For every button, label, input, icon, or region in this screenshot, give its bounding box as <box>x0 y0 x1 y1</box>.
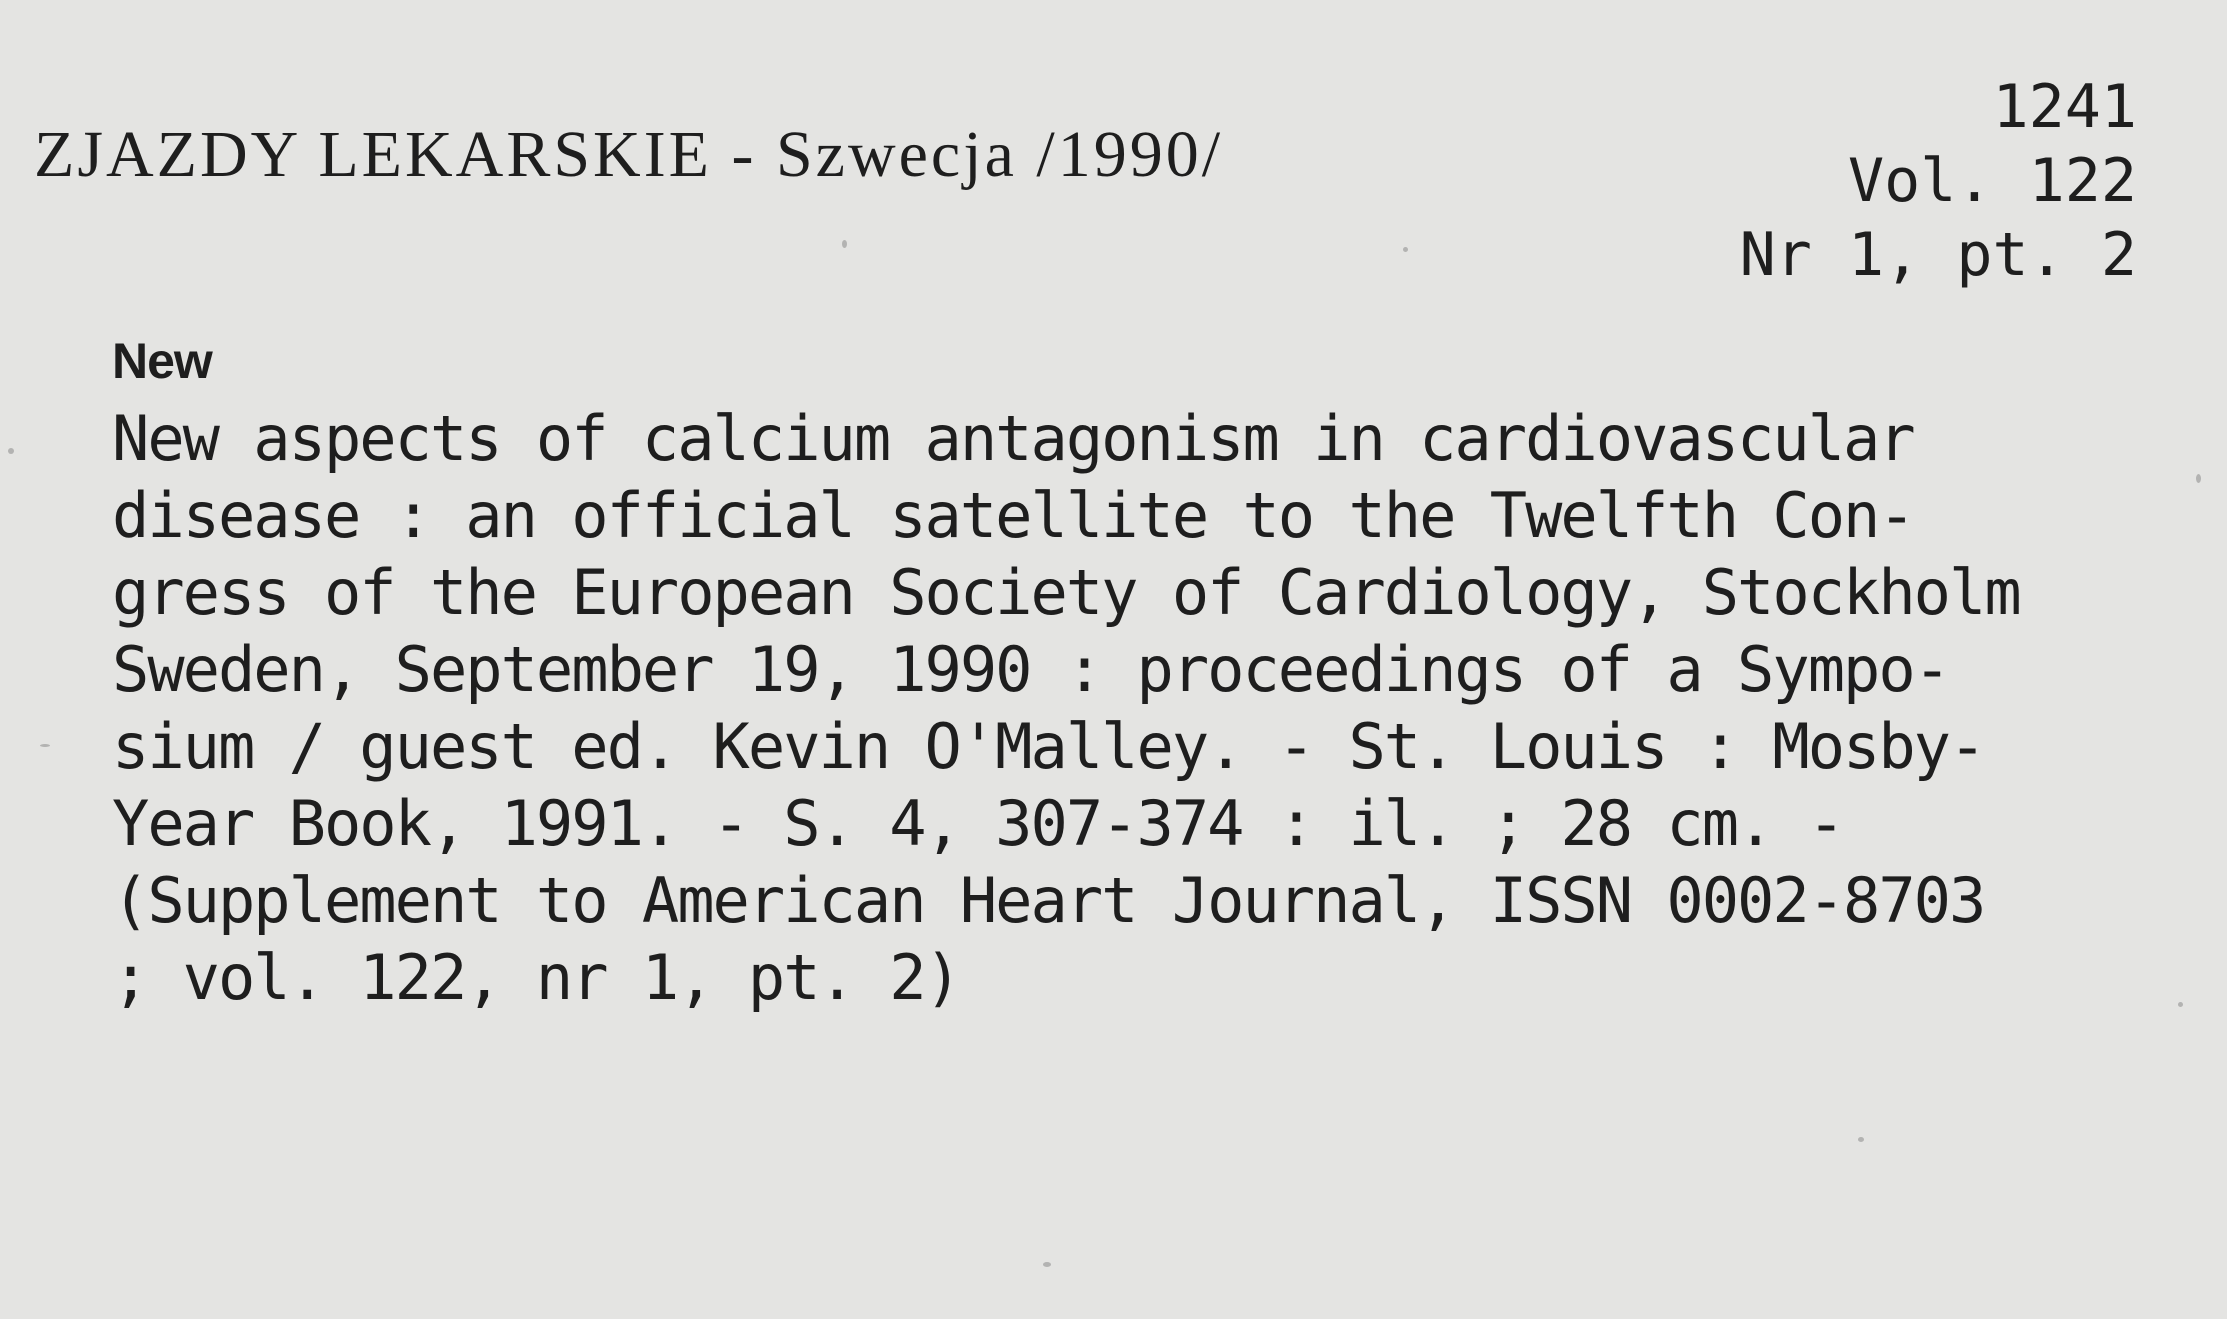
paper-speck <box>842 240 847 248</box>
paper-speck <box>1043 1262 1051 1267</box>
description-line: Year Book, 1991. - S. 4, 307-374 : il. ; 28 cm. - <box>112 787 1844 860</box>
entry-word: New <box>112 333 212 389</box>
description-line: ; vol. 122, nr 1, pt. 2) <box>112 941 960 1014</box>
call-number <box>1740 70 2137 292</box>
paper-speck <box>40 744 50 747</box>
description-line: New aspects of calcium antagonism in cardiovascular <box>112 402 1914 475</box>
description-line: disease : an official satellite to the Twelfth Con- <box>112 479 1914 552</box>
call-number-line: Vol. 122 <box>1848 146 2137 216</box>
call-number-line: 1241 <box>1992 72 2137 142</box>
paper-speck <box>8 448 14 454</box>
bibliographic-description <box>112 400 2212 1016</box>
description-line: sium / guest ed. Kevin O'Malley. - St. Louis : Mosby- <box>112 710 1985 783</box>
call-number-line: Nr 1, pt. 2 <box>1739 220 2137 290</box>
paper-speck <box>1858 1137 1864 1142</box>
description-line: Sweden, September 19, 1990 : proceedings of a Sympo- <box>112 633 1950 706</box>
description-line: gress of the European Society of Cardiology, Stockholm <box>112 556 2020 629</box>
subject-heading: ZJAZDY LEKARSKIE - Szwecja /1990/ <box>34 118 1224 191</box>
paper-speck <box>1403 247 1408 252</box>
description-line: (Supplement to American Heart Journal, ISSN 0002-8703 <box>112 864 1985 937</box>
